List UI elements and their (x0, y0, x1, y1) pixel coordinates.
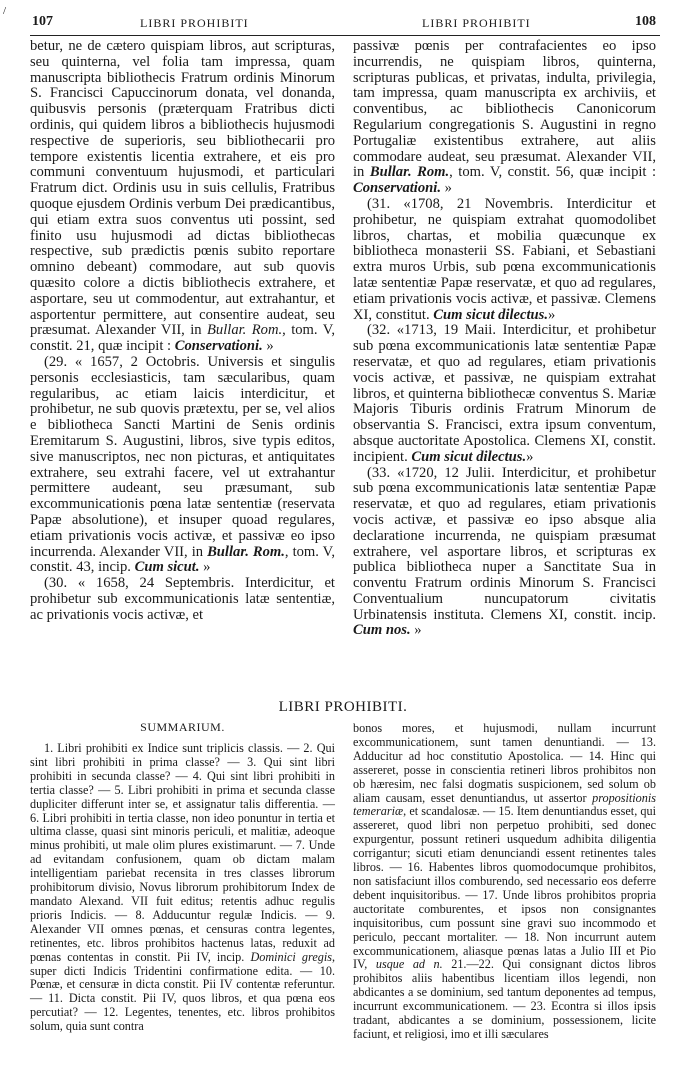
left-column (30, 39, 335, 623)
left-paragraph-2: (29. « 1657, 2 Octobris. Universis et singulis personis ecclesiasticis, tam sæcularibus, quam regularibus, ac etiam laicis interdicitur, et prohibetur, ne sub quovis prætextu, per se, vel alios e bibliotheca Sancti Martini de Senis ordinis Eremitarum S. Augustini, libros, sive typis editos, sive manuscriptos, nec non picturas, et antiquitates extrahere, seu extrahi facere, vel ut extrahantur permittere audeant, seu præsumant, sub excommunicationis pœna latæ sententiæ (reservata Papæ absolutione), et insuper quoad regulares, etiam privationis vocis activæ, et passivæ eo ipso incurrenda. Alexander VII, in Bullar. Rom., tom. V, constit. 43, incip. Cum sicut. » (30, 353, 336, 576)
right-running-title: LIBRI PROHIBITI (422, 16, 531, 30)
right-column (353, 39, 656, 639)
left-paragraph-1: betur, ne de cætero quispiam libros, aut scripturas, seu quinterna, vel folia tam impressa, quam manuscripta bibliothecis Fratrum ordinis Minorum S. Francisci Capuccinorum donata, vel donanda, quibusvis personis (præterquam Fratribus dicti ordinis, qui quidem libros a bibliothecis hujusmodi respective de superioris, seu bibliothecarii pro tempore existentis licentia extrahere, et eis pro communi conventuum hujusmodi, et particulari Fratrum dict. Ordinis usu in suis cellulis, Fratribus quoque ejusdem Ordinis verbum Dei prædicantibus, qui etiam extra suos conventus uti possint, sed finito usu hujusmodi ad dictas bibliothecas respective, sub prædictis pœnis subito reportare omnino debeant) commodare, aut sub quovis quæsito colore a dictis bibliothecis extrahere, et asportare, seu ut commodentur, aut extrahantur, et asportentur permittere, aut consentire audeat, seu præsumat. Alexander VII, in Bullar. Rom., tom. V, constit. 21, quæ incipit : Conservationi. » (30, 38, 335, 355)
section-title: LIBRI PROHIBITI. (278, 699, 408, 715)
right-paragraph-3: (32. «1713, 19 Maii. Interdicitur, et prohibetur sub pœna excommunicationis latæ sententiæ Papæ reservatæ, et quo ad regulares, etiam privationis vocis activæ, et passivæ, ne quispiam extrahat libros, et quinterna bibliothecæ conventus S. Mariæ Majoris Tiburis ordinis Fratrum Minorum de observantia S. Francisci, extra ipsum conventum, absque auctoritate Apostolica. Clemens XI, constit. incipient. Cum sicut dilectus.» (353, 322, 656, 465)
left-page-number: 107 (32, 14, 53, 29)
right-paragraph-1: passivæ pœnis per contrafacientes eo ipso incurrendis, ne quispiam libros, quinterna, scripturas publicas, et privatas, indulta, privilegia, tam impressa, quam manuscripta ex archiviis, et conventibus, ac bibliothecis Canonicorum Regularium congregationis S. Augustini in regno Portugaliæ existentibus extrahere, aut aliis commodare audeat, seu præsumat. Alexander VII, in Bullar. Rom., tom. V, constit. 56, quæ incipit : Conservationi. » (353, 38, 657, 197)
running-header (32, 6, 656, 34)
summary-right: bonos mores, et hujusmodi, nullam incurrunt excommunicationem, sunt tamen denuntiandi. — 13. Adducitur ad hoc constitutio Apostolica. — 14. Hinc qui assereret, posse in conscientia retineri libros prohibitos non ob hæresim, nec falsi dogmatis suspicionem, sed solum ob aliam causam, esset denuntiandus, ut assertor propositionis temerariæ, et scandalosæ. — 15. Item denuntiandus esset, qui assereret, quod libri non perpetuo prohibiti, sed donec expurgentur, possunt retineri usquedum adhibita diligentia corrigantur; sicuti etiam denunciandi essent retinentes tales libros. — 16. Habentes libros quomodocumque prohibitos, non satisfaciunt illos comburendo, sed necessario eos deferre debent inquisitoribus. — 17. Unde libros prohibitos propria auctoritate comburentes, et ipsos non consignantes inquisitoribus, cum possunt sine gravi suo incommodo et periculo, peccant mortaliter. — 18. Non incurrunt autem excommunicationem, aliasque pœnas latas a Julio III et Pio IV, usque ad n. 21.—22. Qui consignant dictos libros prohibitos aliis habentibus licentiam illos legendi, non abdicantes a se dominium, sed tantum deponentes ad tempus, incurrunt excommunicationem. — 23. Econtra si illos ipsis tradant, abdicantes a se dominium, possessionem, licite faciunt, et religiosi, imo et illi sæculares (353, 721, 656, 1041)
right-page-number: 108 (635, 14, 656, 29)
margin-mark: / (3, 5, 7, 17)
summary-left: 1. Libri prohibiti ex Indice sunt triplicis classis. — 2. Qui sint libri prohibiti in prima classe? — 3. Qui sint libri prohibiti in secunda classe? — 4. Qui sint libri prohibiti in tertia classe? — 5. Libri prohibiti in prima et secunda classe dupliciter differunt inter se, et assignatur talis differentia. — 6. Libri prohibiti in tertia classe, non ideo ponuntur in tertia et ultima classe, quasi sint minoris periculi, et malitiæ, adeoque minus prohibiti, ut male olim plures existimarunt. — 7. Unde ad evitandam confusionem, quam ob dictam malam intelligentiam pariebat recensita in tres classes librorum prohibitorum divisio, Novus librorum prohibitorum Index de mandato Alexand. VII fuit editus; retentis adhuc regulis prioris Indicis. — 8. Adducuntur regulæ Indicis. — 9. Alexander VII omnes pœnas, et censuras contra legentes, retinentes, etc. libros prohibitos hactenus latas, reduxit ad pœnas contentas in constit. Pii IV, incip. Dominici gregis, super dicti Indicis Tridentini confirmatione edita. — 10. Pœnæ, et censuræ in dicta constit. Pii IV contentæ referuntur. — 11. Dicta constit. Pii IV, quos libros, et qua pœna eos percutiat? — 12. Legentes, tenentes, etc. libros prohibitos solum, quia sunt contra (30, 741, 335, 1034)
left-running-title: LIBRI PROHIBITI (140, 16, 249, 30)
summary-heading: SUMMARIUM. (140, 720, 225, 734)
header-rule (30, 35, 660, 36)
right-paragraph-4: (33. «1720, 12 Julii. Interdicitur, et prohibetur sub pœna excommunicationis latæ sententiæ Papæ reservatæ, et quo ad regulares, etiam privationis vocis activæ, et passivæ eo ipso absque alia declaratione incurrenda, ne quispiam præsumat extrahere, vel asportare libros, et scripturas ex publica bibliotheca nuper a Sanctitate Sua in conventu Fratrum ordinis Minorum S. Francisci Conventualium nuncupatorum civitatis Urbinatensis instituta. Clemens XI, constit. incip. Cum nos. » (353, 464, 657, 639)
right-paragraph-2: (31. «1708, 21 Novembris. Interdicitur et prohibetur, ne quispiam extrahat quomodolibet libros, chartas, et mobilia quæcunque ex bibliotheca monasterii SS. Fabiani, et Sebastiani extra muros Urbis, sub pœna excommunicationis latæ sententiæ Papæ reservatæ, et quo ad regulares, etiam privationis vocis activæ, et passivæ. Clemens XI, constitut. Cum sicut dilectus.» (353, 195, 656, 323)
left-paragraph-3: (30. « 1658, 24 Septembris. Interdicitur, et prohibetur sub excommunicationis latæ sententiæ, ac privationis vocis activæ, et (30, 575, 335, 623)
